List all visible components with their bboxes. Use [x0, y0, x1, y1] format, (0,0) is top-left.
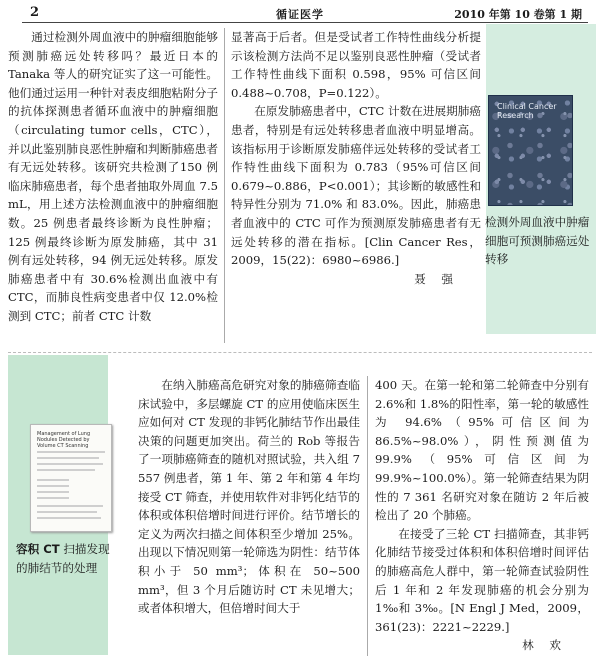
cover-title: Clinical Cancer Research	[497, 102, 557, 120]
article1-sidebar-caption: 检测外周血液中肿瘤细胞可预测肺癌远处转移	[485, 215, 590, 267]
caption-rest: 扫描发现的肺结节的处理	[16, 542, 110, 575]
article2-author: 林 欢	[522, 638, 567, 653]
article2-paragraph: 在接受了三轮 CT 扫描筛查，其非钙化肺结节接受过体积和体积倍增时间评估的肺癌高危人群中，第一轮筛查试验阴性后 1 年和 2 年发现肺癌的机会分别为 1‰和 3‰。[N Engl J Med，2009，361(23)：2221~2229.]	[375, 526, 589, 634]
page-header	[0, 0, 600, 24]
article2-sidebar-caption	[16, 540, 111, 577]
article1-paragraph: 在原发肺癌患者中，CTC 计数在进展期肺癌患者，特别是有远处转移患者血液中明显增高。该指标用于诊断原发肺癌伴远处转移的受试者工作特性曲线下面积为 0.783（95%可信区间 0.679~0.886，P<0.001）；其诊断的敏感性和特异性分别为 71.0% 和 83.0%。因此，肺癌患者血液中的 CTC 可作为预测原发肺癌患者有无远处转移的潜在指标。[Clin Cancer Res，2009，15(22)：6980~6986.]	[231, 104, 481, 268]
thumbnail-text-line	[37, 505, 103, 507]
journal-name: 循证医学	[276, 8, 324, 21]
thumbnail-text-line	[37, 497, 69, 499]
article1-column-2	[231, 28, 481, 288]
article2-paragraph: 在纳入肺癌高危研究对象的肺癌筛查临床试验中，多层螺旋 CT 的应用使临床医生应如何对 CT 发现的非钙化肺结节作出最佳决策的问题更加突出。荷兰的 Rob 等报告了一项肺癌筛查的随机对照试验，共入组 7 557 例患者，第 1 年、第 2 年和第 4 年均接受 CT 筛查，并使用软件对非钙化结节的体积或体积倍增时间进行评价。结节增长的定义为两次扫描之间体积至少增加 25%。出现以下情况则第一轮筛选为阴性：结节体积小于 50 mm³；体积在 50~500 mm³，但 3 个月后随访时 CT 未见增大；或者体积增大，但倍增时间大于	[138, 378, 360, 616]
thumbnail-text-line	[37, 517, 101, 519]
article-page-thumbnail	[30, 424, 112, 532]
column-divider	[367, 376, 368, 656]
page-number: 2	[30, 5, 40, 20]
article2-paragraph: 400 天。在第一轮和第二轮筛查中分别有 2.6%和 1.8%的阳性率，第一轮的敏感性为 94.6%（95%可信区间为 86.5%~98.0%），阴性预测值为 99.9%（95%可信区间为 99.9%~100.0%）。第一轮筛查结果为阴性的 7 361 名研究对象在随访 2 年后被检出了 20 个肺癌。	[375, 378, 589, 523]
thumbnail-text-line	[37, 457, 99, 459]
column-divider	[224, 28, 225, 343]
article2-column-1	[138, 376, 360, 618]
thumbnail-text-line	[37, 469, 95, 471]
header-rule	[22, 22, 588, 23]
article1-paragraph: 通过检测外周血液中的肿瘤细胞能够预测肺癌远处转移吗？最近日本的 Tanaka 等人的研究证实了这一可能性。他们通过运用一种针对表皮细胞粘附分子的抗体探测患者循环血液中的肿瘤细胞（circulating tumor cells，CTC），并以此鉴别肺良恶性肿瘤和判断肺癌患者有无远处转移。该研究共检测了150 例临床肺癌患者，每个患者抽取外周血 7.5 mL，用上述方法检测血液中的肿瘤细胞数。25 例患者最终诊断为良性肿瘤；125 例最终诊断为原发肺癌，其中 31 例有远处转移，94 例无远处转移。原发肺癌患者中有 30.6%检测出血液中有 CTC，而肺良性病变患者中仅 12.0%检测到 CTC；前者 CTC 计数	[8, 30, 218, 323]
thumbnail-text-line	[37, 511, 97, 513]
thumbnail-text-line	[37, 451, 105, 453]
article1-column-1	[8, 28, 218, 326]
thumbnail-title: Management of Lung Nodules Detected by Volume CT Scanning	[37, 431, 91, 449]
journal-cover-image	[488, 95, 573, 206]
thumbnail-text-line	[37, 485, 69, 487]
article1-paragraph: 显著高于后者。但是受试者工作特性曲线分析提示该检测方法尚不足以鉴别良恶性肿瘤（受试者工作特性曲线下面积 0.598，95% 可信区间 0.488~0.708，P=0.122）。	[231, 30, 481, 100]
thumbnail-text-line	[37, 491, 69, 493]
caption-bold: 容积 CT	[16, 542, 60, 556]
thumbnail-text-line	[37, 479, 69, 481]
article1-author: 聂 强	[414, 271, 459, 286]
thumbnail-text-line	[37, 463, 103, 465]
issue-info: 2010 年第 10 卷第 1 期	[454, 8, 582, 21]
article2-column-2	[375, 376, 589, 655]
article-separator	[8, 352, 592, 353]
